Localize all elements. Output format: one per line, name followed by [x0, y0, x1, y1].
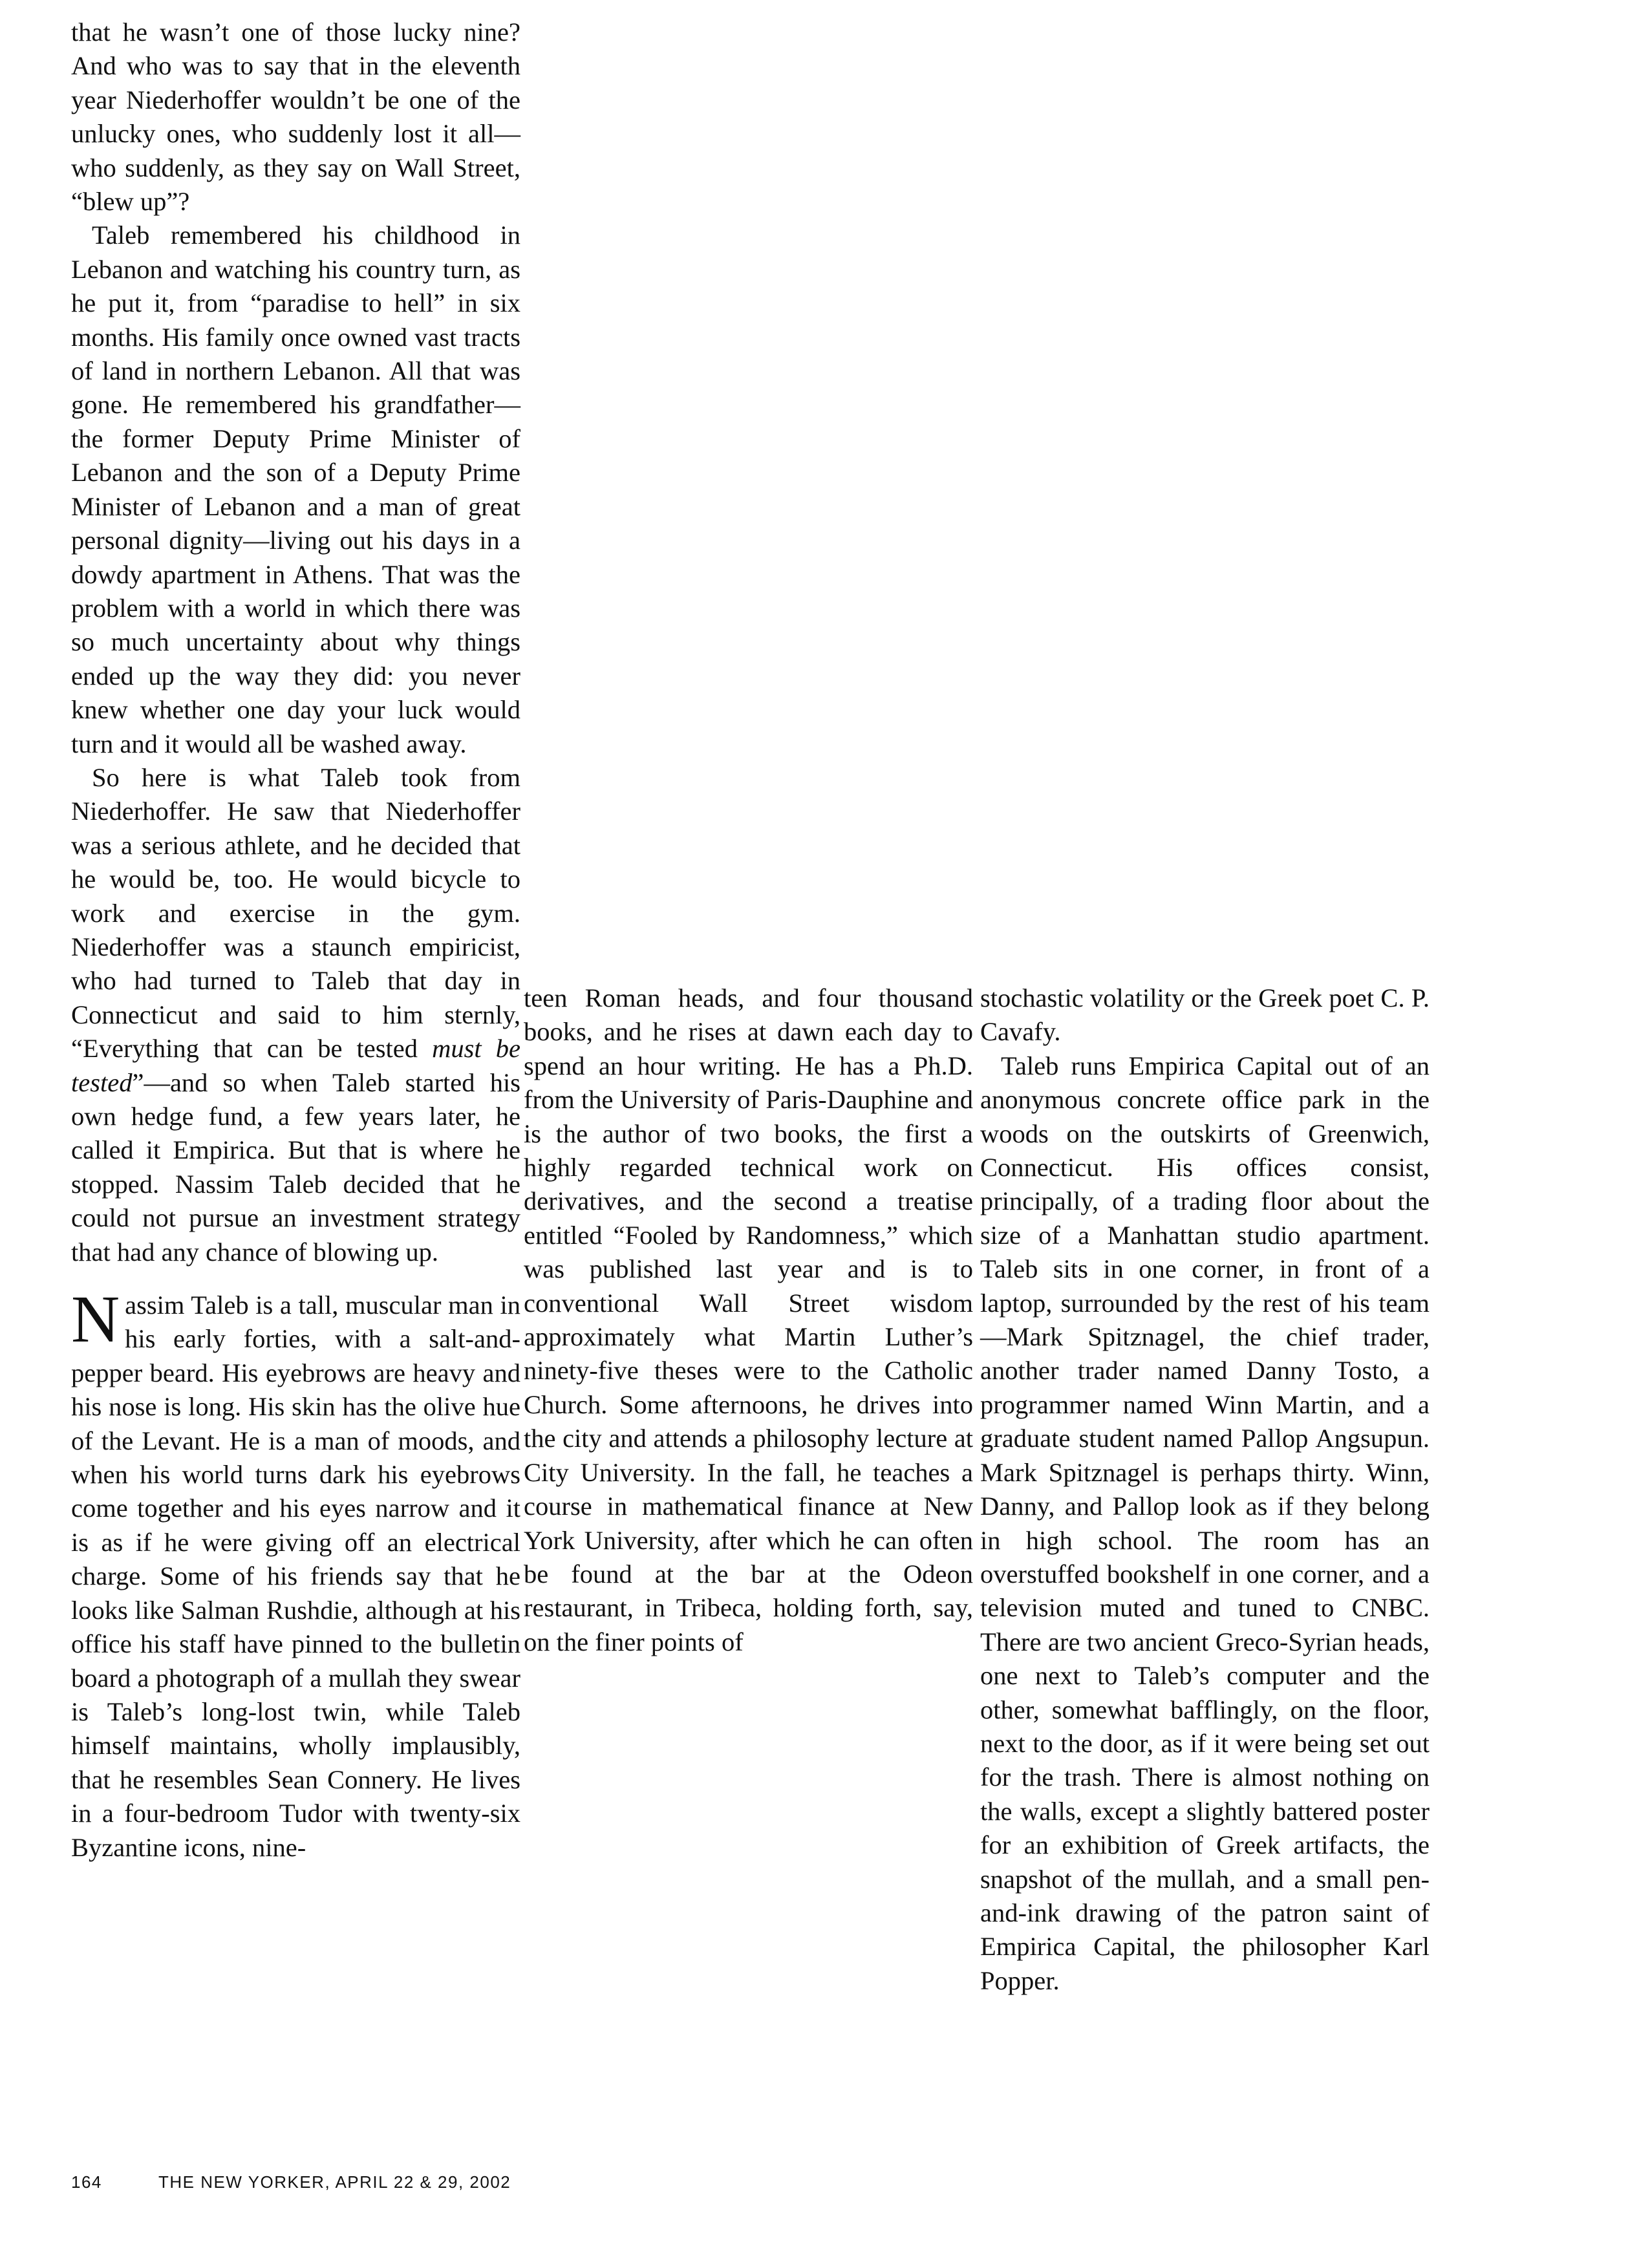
article-column-2 [524, 981, 973, 1659]
publication-line: THE NEW YORKER, APRIL 22 & 29, 2002 [158, 2172, 511, 2192]
article-column-1 [71, 16, 520, 1865]
emphasis-text: must be tested [71, 1034, 520, 1097]
page-footer [71, 2172, 511, 2192]
paragraph: Taleb runs Empirica Capital out of an anonymous concrete office park in the woods on the outskirts of Greenwich, Connecticut. His offices consist, principally, of a trading floor about the size of a Manhattan studio apartment. Taleb sits in one corner, in front of a laptop, surrounded by the rest of his team—Mark Spitznagel, the chief trader, another trader named Danny Tosto, a programmer named Winn Martin, and a graduate student named Pallop Angsupun. Mark Spitznagel is perhaps thirty. Winn, Danny, and Pallop look as if they belong in high school. The room has an overstuffed bookshelf in one corner, and a television muted and tuned to CNBC. There are two ancient Greco-Syrian heads, one next to Taleb’s computer and the other, somewhat bafflingly, on the floor, next to the door, as if it were being set out for the trash. There is almost nothing on the walls, except a slightly battered poster for an exhibition of Greek artifacts, the snapshot of the mullah, and a small pen-and-ink drawing of the patron saint of Empirica Capital, the philosopher Karl Popper. [980, 1051, 1430, 1995]
page-number: 164 [71, 2172, 102, 2192]
paragraph [71, 1282, 520, 1865]
article-column-3 [980, 981, 1430, 1998]
paragraph-text: So here is what Taleb took from Niederhoffer. He saw that Niederhoffer was a serious athlete, and he decided that he would be, too. He would bicycle to work and exercise in the gym. Niederhoffer was a staunch empiricist, who had turned to Taleb that day in Connecticut and said to him sternly, “Everything that can be tested [71, 762, 520, 1064]
drop-cap: N [71, 1282, 120, 1357]
paragraph-text: assim Taleb is a tall, muscular man in his early forties, with a salt-and-pepper beard. His eyebrows are heavy and his nose is long. His skin has the olive hue of the Levant. He is a man of moods, and when his world turns dark his eyebrows come together and his eyes narrow and it is as if he were giving off an electrical charge. Some of his friends say that he looks like Salman Rushdie, although at his office his staff have pinned to the bulletin board a photograph of a mullah they swear is Taleb’s long-lost twin, while Taleb himself maintains, wholly implausibly, that he resembles Sean Connery. He lives in a four-bedroom Tudor with twenty-six Byzantine icons, nine- [71, 1290, 520, 1862]
paragraph: Taleb remembered his childhood in Lebanon and watching his country turn, as he put it, from “paradise to hell” in six months. His family once owned vast tracts of land in northern Lebanon. All that was gone. He remembered his grandfather—the former Deputy Prime Minister of Lebanon and the son of a Deputy Prime Minister of Lebanon and a man of great personal dignity—living out his days in a dowdy apartment in Athens. That was the problem with a world in which there was so much uncertainty about why things ended up the way they did: you never knew whether one day your luck would turn and it would all be washed away. [71, 220, 520, 758]
paragraph-text: ”—and so when Taleb started his own hedge fund, a few years later, he called it Empirica. But that is where he stopped. Nassim Taleb decided that he could not pursue an investment strategy that had any chance of blowing up. [71, 1067, 520, 1267]
paragraph: teen Roman heads, and four thousand books, and he rises at dawn each day to spend an hour writing. He has a Ph.D. from the University of Paris-Dauphine and is the author of two books, the first a highly regarded technical work on derivatives, and the second a treatise entitled “Fooled by Randomness,” which was published last year and is to conventional Wall Street wisdom approximately what Martin Luther’s ninety-five theses were to the Catholic Church. Some afternoons, he drives into the city and attends a philosophy lecture at City University. In the fall, he teaches a course in mathematical finance at New York University, after which he can often be found at the bar at the Odeon restaurant, in Tribeca, holding forth, say, on the finer points of [524, 983, 973, 1656]
paragraph: that he wasn’t one of those lucky nine? And who was to say that in the eleventh year Niederhoffer wouldn’t be one of the unlucky ones, who suddenly lost it all—who suddenly, as they say on Wall Street, “blew up”? [71, 17, 520, 217]
paragraph: stochastic volatility or the Greek poet C. P. Cavafy. [980, 983, 1430, 1047]
paragraph [71, 761, 520, 1269]
section-break [71, 1269, 520, 1289]
